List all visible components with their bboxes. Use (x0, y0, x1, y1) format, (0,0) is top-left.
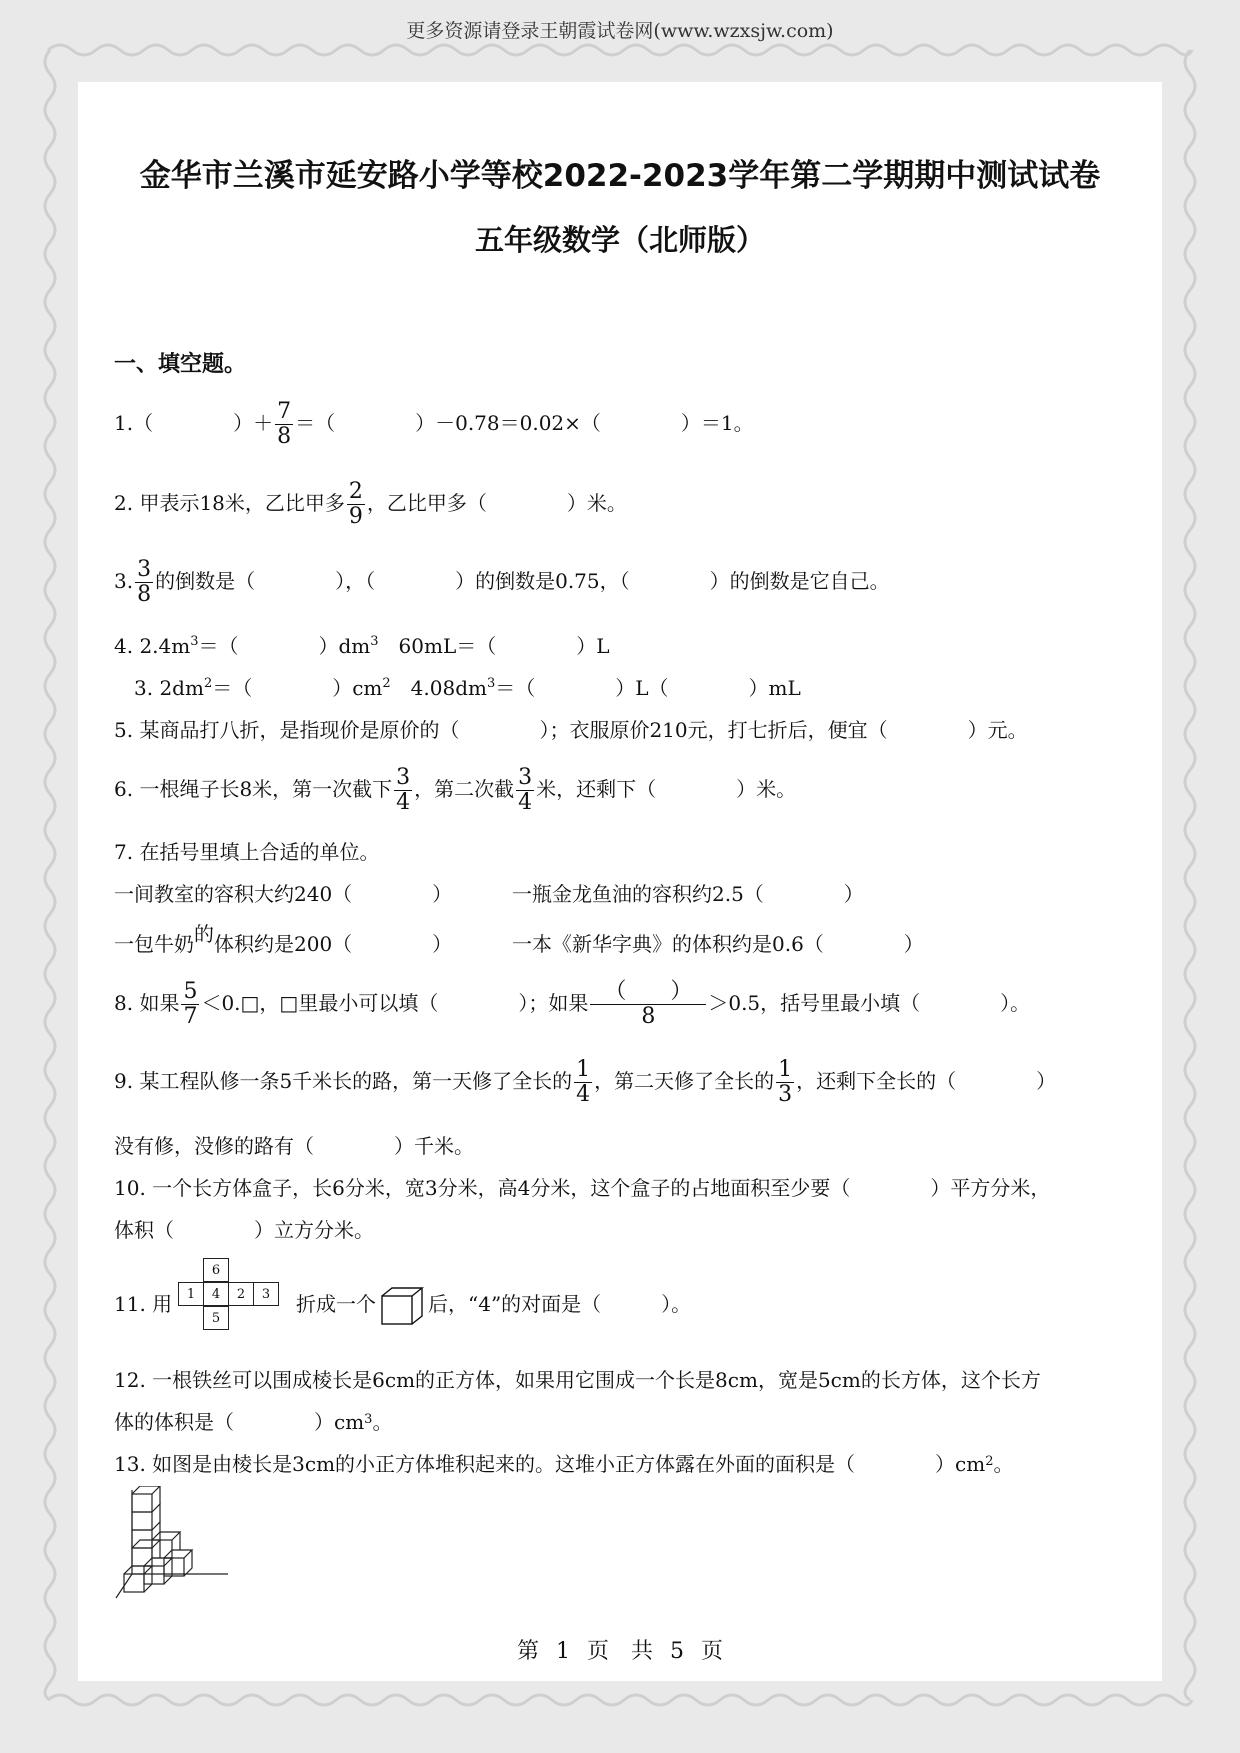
question-9-line-2: 没有修，没修的路有（ ）千米。 (114, 1134, 474, 1158)
question-6: 6. 一根绳子长8米，第一次截下 $\frac{3}{4}$ ，第二次截 $\frac{3}{4}$ 米，还剩下（ ）米。 (114, 765, 797, 815)
fraction: $\frac{2}{9}$ (348, 479, 363, 529)
question-4-line-1: 4. $2.4m^3=$（ ）$dm^3$ 60mL＝（ ）L (114, 634, 610, 658)
question-7-stem: 7. 在括号里填上合适的单位。 (114, 840, 380, 864)
fraction: $\frac{7}{8}$ (277, 399, 292, 449)
fraction: $\frac{3}{4}$ (396, 765, 411, 815)
question-3: 3. $\frac{3}{8}$ 的倒数是（ ），（ ）的倒数是0.75，（ ）的倒数是它自己。 (114, 557, 890, 607)
section-heading: 一、填空题。 (114, 352, 247, 377)
fraction: $\frac{1}{4}$ (576, 1057, 591, 1107)
fraction: $\frac{1}{3}$ (778, 1057, 793, 1107)
question-9: 9. 某工程队修一条5千米长的路，第一天修了全长的 $\frac{1}{4}$ ，第二天修了全长的 $\frac{1}{3}$ ，还剩下全长的（ ） (114, 1057, 1057, 1107)
question-11-mid: 折成一个 (296, 1292, 376, 1316)
exam-title: 金华市兰溪市延安路小学等校2022-2023学年第二学期期中测试试卷 (139, 158, 1101, 194)
question-7-item-d: 一本《新华字典》的体积约是0.6（ ） (512, 932, 924, 956)
question-12-line-2: 体的体积是（ ）$cm^3$。 (114, 1410, 393, 1434)
fraction: $\frac{3}{4}$ (518, 765, 533, 815)
question-11-suffix: 后，“4”的对面是（ ）。 (428, 1292, 692, 1316)
fraction-blank: $\frac{( )}{8}$ (590, 980, 706, 1029)
question-7-item-c: 一包牛奶的体积约是200（ ） (114, 922, 453, 956)
question-8: 8. 如果 $\frac{5}{7}$ ＜0.□，□里最小可以填（ ）；如果 $\frac{( )}{8}$ ＞0.5，括号里最小填（ ）。 (114, 979, 1031, 1029)
question-7-item-b: 一瓶金龙鱼油的容积约2.5（ ） (512, 882, 864, 906)
fraction: $\frac{3}{8}$ (137, 557, 152, 607)
question-10-line-1: 10. 一个长方体盒子，长6分米，宽3分米，高4分米，这个盒子的占地面积至少要（ ）平方分米， (114, 1176, 1051, 1200)
watermark-header: 更多资源请登录王朝霞试卷网(www.wzxsjw.com) (406, 20, 834, 42)
cube-icon (380, 1286, 424, 1326)
question-1: 1.（ ）＋ $\frac{7}{8}$ ＝（ ）－0.78＝0.02×（ ）＝1。 (114, 399, 754, 449)
page-footer: 第 1 页 共 5 页 (517, 1639, 723, 1664)
question-10-line-2: 体积（ ）立方分米。 (114, 1218, 374, 1242)
question-12-line-1: 12. 一根铁丝可以围成棱长是6cm的正方体，如果用它围成一个长是8cm，宽是5cm的长方体，这个长方 (114, 1368, 1041, 1392)
question-7-item-a: 一间教室的容积大约240（ ） (114, 882, 453, 906)
exam-subtitle: 五年级数学（北师版） (474, 223, 765, 257)
stacked-cubes-figure (112, 1486, 232, 1602)
question-4-line-2: 3. $2dm^2=$（ ）$cm^2$ $4.08dm^3=$（ ）L（ ）mL (134, 676, 801, 700)
fraction: $\frac{5}{7}$ (183, 979, 198, 1029)
question-13: 13. 如图是由棱长是3cm的小正方体堆积起来的。这堆小正方体露在外面的面积是（ ）$cm^2$。 (114, 1452, 1014, 1476)
question-11-prefix: 11. 用 (114, 1292, 173, 1316)
question-2: 2. 甲表示18米，乙比甲多 $\frac{2}{9}$ ，乙比甲多（ ）米。 (114, 479, 627, 529)
question-5: 5. 某商品打八折，是指现价是原价的（ ）；衣服原价210元，打七折后，便宜（ ）元。 (114, 718, 1028, 742)
